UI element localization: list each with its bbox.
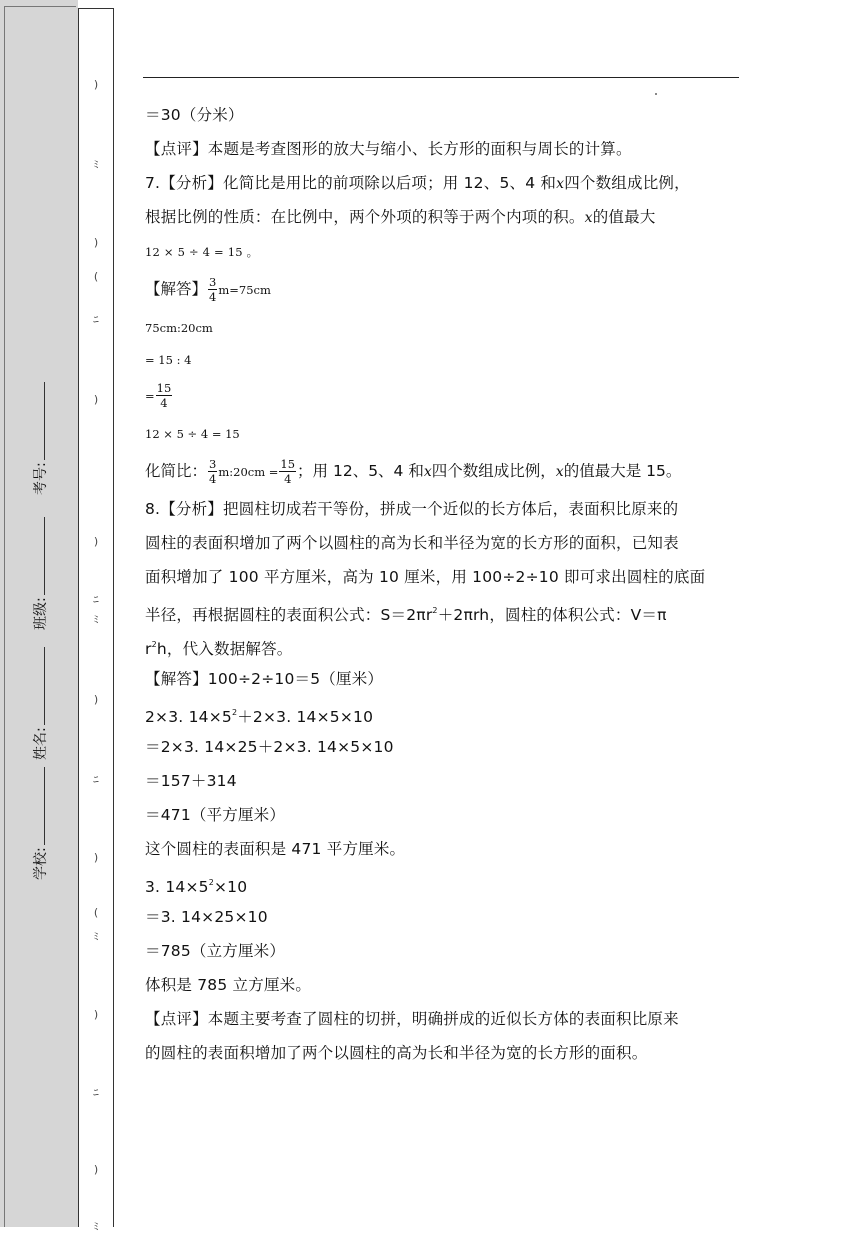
seal-mark: )	[93, 393, 99, 406]
seal-mark: ﾐ	[93, 930, 99, 943]
answer-content	[145, 98, 745, 1070]
formula: = 15 : 4	[145, 353, 192, 367]
comment-q8-line1: 【点评】本题主要考查了圆柱的切拼，明确拼成的近似长方体的表面积比原来	[145, 1010, 679, 1028]
variable-x: x	[556, 176, 565, 192]
comment-q8-line2: 的圆柱的表面积增加了两个以圆柱的高为长和半径为宽的长方形的面积。	[145, 1044, 648, 1062]
exam-no-line	[44, 382, 45, 460]
analysis-q7-line3	[145, 234, 745, 268]
superscript: 2	[432, 606, 438, 615]
solution-q8-line1: 【解答】100÷2÷10＝5（厘米）	[145, 670, 384, 688]
school-label: 学校:	[33, 847, 49, 880]
text: ；用 12、5、4 和	[297, 462, 424, 480]
solution-label: 【解答】	[145, 280, 208, 298]
analysis-q8-line3: 面积增加了 100 平方厘米，高为 10 厘米，用 100÷2÷10 即可求出圆柱的底面	[145, 568, 706, 586]
solution-q7-line2	[145, 310, 745, 344]
solution-q8-line9: ＝785（立方厘米）	[145, 942, 286, 960]
comment-q6: 【点评】本题是考查图形的放大与缩小、长方形的面积与周长的计算。	[145, 140, 632, 158]
exam-no-field	[30, 382, 50, 495]
superscript: 2	[231, 708, 238, 717]
text: 化简比：	[145, 462, 208, 480]
solution-q8-line6: 这个圆柱的表面积是 471 平方厘米。	[145, 840, 406, 858]
name-field	[30, 647, 50, 760]
school-field	[30, 767, 50, 880]
solution-q8-line4: ＝157＋314	[145, 772, 237, 790]
text: 四个数组成比例，	[431, 462, 556, 480]
seal-mark: (	[93, 906, 99, 919]
numerator: 3	[209, 457, 217, 471]
text: 四个数组成比例，	[564, 174, 690, 192]
fraction	[279, 457, 296, 486]
solution-q8-line10: 体积是 785 立方厘米。	[145, 976, 312, 994]
seal-mark: )	[93, 693, 99, 706]
solution-q8-line5: ＝471（平方厘米）	[145, 806, 286, 824]
line-1: ＝30（分米）	[145, 106, 244, 124]
fraction	[208, 457, 217, 486]
analysis-q8-line5	[145, 628, 745, 662]
text: 3. 14×5	[145, 878, 209, 896]
numerator: 3	[209, 275, 217, 289]
seal-mark: )	[93, 851, 99, 864]
equals: =	[145, 389, 155, 403]
formula: 75cm:20cm	[145, 321, 213, 335]
solution-q7-line3	[145, 344, 745, 374]
text: 2×3. 14×5	[145, 708, 232, 726]
solution-q7-line4	[145, 374, 745, 416]
seal-mark: ﾆ	[93, 593, 99, 606]
text: ＋2πrh，圆柱的体积公式：V＝π	[437, 606, 667, 624]
header-rule	[143, 77, 739, 78]
name-line	[44, 647, 45, 725]
name-label: 姓名:	[33, 727, 49, 760]
exam-no-label: 考号:	[33, 462, 49, 495]
seal-mark: (	[93, 270, 99, 283]
text: r	[145, 640, 152, 658]
formula: 12 × 5 ÷ 4 = 15 。	[145, 245, 259, 259]
formula: 12 × 5 ÷ 4 = 15	[145, 427, 240, 441]
denominator: 4	[209, 472, 217, 486]
seal-mark: ﾐ	[93, 158, 99, 171]
seal-mark: ﾆ	[93, 1086, 99, 1099]
text: 根据比例的性质：在比例中，两个外项的积等于两个内项的积。	[145, 208, 585, 226]
formula: m=75cm	[218, 283, 271, 297]
formula: m:20cm =	[218, 465, 279, 479]
class-field	[30, 517, 50, 630]
variable-x: x	[584, 210, 593, 226]
text: h，代入数据解答。	[156, 640, 293, 658]
seal-mark: )	[93, 78, 99, 91]
seal-mark: )	[93, 236, 99, 249]
solution-q7-line1	[145, 268, 745, 310]
solution-q8-line2	[145, 696, 745, 730]
binding-strip	[0, 0, 78, 1227]
class-line	[44, 517, 45, 595]
fraction	[156, 381, 173, 410]
analysis-q7-line1	[145, 166, 745, 200]
seal-line-column	[78, 8, 114, 1233]
seal-mark: )	[93, 1163, 99, 1176]
analysis-q8-line2: 圆柱的表面积增加了两个以圆柱的高为长和半径为宽的长方形的面积，已知表	[145, 534, 679, 552]
analysis-q7-line2	[145, 200, 745, 234]
numerator: 15	[156, 381, 172, 395]
seal-mark: )	[93, 535, 99, 548]
seal-mark: ﾐ	[93, 613, 99, 626]
seal-mark: ﾆ	[93, 773, 99, 786]
solution-q8-line7	[145, 866, 745, 900]
solution-q7-line5	[145, 416, 745, 450]
solution-q8-line3: ＝2×3. 14×25＋2×3. 14×5×10	[145, 738, 394, 756]
analysis-q8-line4	[145, 594, 745, 628]
class-label: 班级:	[33, 597, 49, 630]
solution-q7-line6	[145, 450, 745, 492]
seal-mark: ﾐ	[93, 1220, 99, 1233]
analysis-q8-line1: 8.【分析】把圆柱切成若干等份，拼成一个近似的长方体后，表面积比原来的	[145, 500, 679, 518]
superscript: 2	[208, 878, 214, 887]
denominator: 4	[160, 396, 168, 410]
school-line	[44, 767, 45, 845]
numerator: 15	[280, 457, 296, 471]
text: 7.【分析】化简比是用比的前项除以后项；用 12、5、4 和	[145, 174, 557, 192]
variable-x: x	[423, 464, 432, 480]
text: ＋2×3. 14×5×10	[237, 708, 374, 726]
text: ×10	[214, 878, 248, 896]
scan-speck	[655, 93, 657, 95]
text: 的值最大	[592, 208, 656, 226]
denominator: 4	[284, 472, 292, 486]
superscript: 2	[151, 640, 157, 649]
fraction	[208, 275, 217, 304]
seal-mark: ﾆ	[93, 313, 99, 326]
text: 半径，再根据圆柱的表面积公式：S＝2πr	[145, 606, 433, 624]
denominator: 4	[209, 290, 217, 304]
solution-q8-line8: ＝3. 14×25×10	[145, 908, 268, 926]
seal-mark: )	[93, 1008, 99, 1021]
text: 的值最大是 15。	[563, 462, 682, 480]
variable-x: x	[555, 464, 564, 480]
